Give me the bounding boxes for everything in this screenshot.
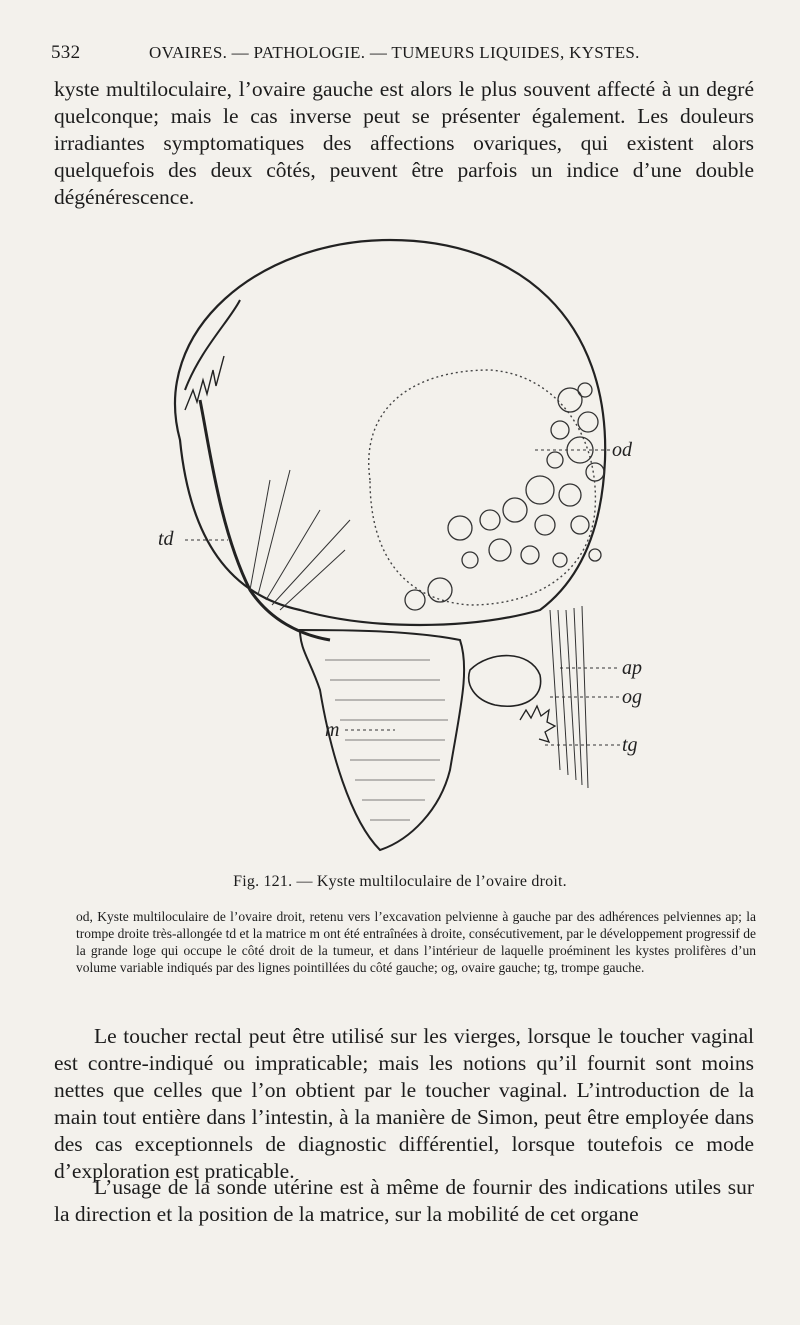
small-cysts [405,383,604,610]
running-head: OVAIRES. — PATHOLOGIE. — TUMEURS LIQUIDES, KYSTES. [149,43,640,62]
label-od: od [612,439,632,461]
page-header [51,42,751,70]
label-ap: ap [622,657,642,679]
figure-illustration [140,210,660,860]
paragraph-1: kyste multiloculaire, l’ovaire gauche est alors le plus souvent affecté à un degré quelconque; mais le cas inverse peut se présenter également. Les douleurs irradiantes symptomatiques des affections ovariques, qui existent alors quelquefois des deux côtés, peuvent être parfois un indice d’une double dégénérescence. [54,77,754,209]
label-m: m [325,719,340,741]
right-tube-body [200,400,330,640]
page-number: 532 [51,42,81,63]
right-tube [185,300,240,390]
left-tube-fimbria [520,706,555,742]
label-tg: tg [622,734,638,756]
label-td: td [158,528,174,550]
paragraph-3: L’usage de la sonde utérine est à même de fournir des indications utiles sur la direction et la position de la matrice, sur la mobilité de cet organe [54,1175,754,1226]
label-og: og [622,686,642,708]
paragraph-2: Le toucher rectal peut être utilisé sur les vierges, lorsque le toucher vaginal est contre-indiqué ou impraticable; mais les notions qu’il fournit sont moins nettes que celles que l’on obtient par le toucher vaginal. L’introduction de la main tout entière dans l’intestin, à la manière de Simon, peut être employée dans des cas exceptionnels de diagnostic différentiel, lorsque toutefois ce mode d’exploration est praticable. [54,1024,754,1183]
cyst-drawing [140,210,660,860]
figure-caption: Fig. 121. — Kyste multiloculaire de l’ovaire droit. [233,873,567,890]
left-ovary [469,656,541,707]
figure-legend: od, Kyste multiloculaire de l’ovaire droit, retenu vers l’excavation pelvienne à gauche par des adhérences pelviennes ap; la trompe droite très-allongée td et la matrice m ont été entraînées à droite, consécutivement, par le développement progressif de la grande loge qui occupe le côté droit de la tumeur, et dans l’intérieur de laquelle proéminent les kystes prolifères d’un volume variable indiqués par des lignes pointillées du côté gauche; og, ovaire gauche; tg, trompe gauche. [76,909,756,975]
